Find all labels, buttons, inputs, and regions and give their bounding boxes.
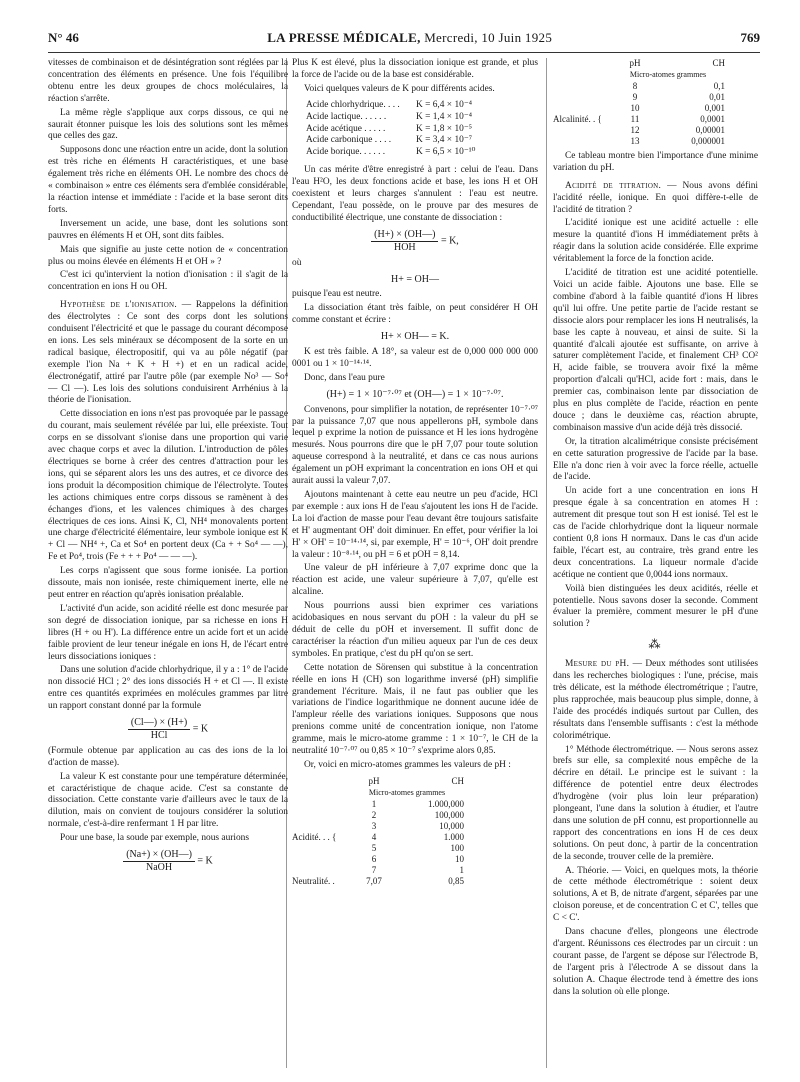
ph-value: 9: [632, 91, 638, 102]
paragraph: Nous pourrions aussi bien exprimer ces variations acidobasiques en nous servant du pOH : la valeur du pH se déduit de celle du pOH et inversement. Il suffit donc de caractériser la réaction d'un milieu aqueux par l'un de ces deux symboles. En pratique, c'est du pH qu'on se sert.: [292, 601, 538, 659]
ph-table-acidity: [292, 776, 538, 887]
paragraph: Or, la titration alcalimétrique consiste précisément en cette saturation progressive de l'acide par la base. Elle n'a donc rien à voir avec la force réelle, actuelle de l'acide.: [553, 436, 758, 483]
acid-name: Acide carbonique . . . .: [306, 135, 392, 146]
table-row: [292, 854, 538, 865]
table-row: [292, 876, 538, 887]
group-label: Neutralité. .: [292, 875, 335, 886]
ph-value: 5: [371, 842, 377, 853]
table-row: [553, 103, 758, 114]
journal-name: LA PRESSE MÉDICALE,: [267, 30, 421, 45]
table-row: [306, 112, 538, 124]
paragraph: Un cas mérite d'être enregistré à part : celui de l'eau. Dans l'eau H²O, les deux fonctions acide et base, les ions H et OH coexistent et leurs charges s'annulent : l'eau est neutre. Cependant, l'eau possède, on le prouve par des mesures de conductibilité électrique, une constante de dissociation :: [292, 165, 538, 223]
ph-value: 8: [632, 80, 638, 91]
ch-value: 10,000: [439, 820, 464, 831]
issue-number: N° 46: [48, 30, 79, 45]
paragraph: Plus K est élevé, plus la dissociation ionique est grande, et plus la force de l'acide ou de la base est considérable.: [292, 58, 538, 80]
ph-value: 11: [630, 113, 640, 124]
acid-name: Acide chlorhydrique. . . .: [306, 99, 400, 110]
column-3: [553, 58, 758, 1070]
table-row: [292, 799, 538, 810]
ch-value: 100,000: [434, 809, 464, 820]
table-row: [306, 124, 538, 136]
table-row: [553, 136, 758, 147]
acid-name: Acide acétique . . . . .: [306, 123, 386, 134]
acid-k: K = 1,4 × 10⁻⁴: [416, 111, 473, 122]
paragraph: L'activité d'un acide, son acidité réelle est donc mesurée par son degré de dissociation ionique, par sa richesse en ions H libres (H + ou H'). La différence entre un acide fort et un acide faible provient de leur teneur inégale en ions H, de l'écart entre leurs dissociations ioniques :: [48, 603, 288, 662]
table-row: [292, 865, 538, 876]
formula-pure-water: (H+) = 1 × 10⁻⁷·⁰⁷ et (OH—) = 1 × 10⁻⁷·⁰⁷.: [326, 388, 504, 400]
formula-ion-product: H+ × OH— = K.: [380, 331, 450, 343]
paragraph: Voici quelques valeurs de K pour différents acides.: [304, 83, 495, 94]
ph-value: 6: [371, 853, 377, 864]
table-row: [292, 821, 538, 832]
column-subheader: Micro-atomes grammes: [368, 787, 446, 797]
acid-k: K = 6,5 × 10⁻¹⁰: [416, 147, 476, 158]
paragraph: Cette notation de Sörensen qui substitue à la concentration réelle en ions H (CH) son logarithme inversé (pH) simplifie grandement l'écriture. Mais, il ne faut pas oublier que les variations de l'indice logarithmique ne donnent aucune idée de l'ampleur réelle des variations ioniques. Supposons que nous prenions comme unité de concentration ionique, non l'atome gramme, mais le micro-atome gramme : 1 × 10⁻⁷, le CH de la neutralité 10⁻⁷·⁰⁷ ou 0,85 × 10⁻⁷ s'exprime alors 0,85.: [292, 662, 538, 757]
table-row: [553, 81, 758, 92]
paragraph: puisque l'eau est neutre.: [292, 289, 382, 300]
paragraph: K est très faible. A 18°, sa valeur est de 0,000 000 000 000 0001 ou 1 × 10⁻¹⁴·¹⁴.: [292, 347, 538, 369]
paragraph: C'est ici qu'intervient la notion d'ionisation : il s'agit de la concentration en ions H ou OH.: [48, 270, 288, 293]
ph-value: 4: [371, 831, 377, 842]
formula-denominator: HCl: [150, 729, 168, 741]
paragraph: La dissociation étant très faible, on peut considérer H OH comme constant et écrire :: [292, 303, 538, 326]
paragraph: Inversement un acide, une base, dont les solutions sont pauvres en éléments H et OH, sont dits faibles.: [48, 218, 288, 241]
paragraph: Un acide fort a une concentration en ions H presque égale à sa concentration en atomes H : autrement dit presque tout son H est ionisé. Tel est le cas de l'acide chlorhydrique dont la liqueur normale contient 0,8 ions H normaux. Dans le cas d'un acide faible, l'écart est, au contraire, très grand entre les deux concentrations. La liqueur normale d'acide acétique ne contient que 0,0044 ions normaux.: [553, 486, 758, 580]
formula-neutral: H+ = OH—: [391, 273, 439, 285]
acid-name: Acide lactique. . . . . .: [306, 111, 387, 122]
group-label: Acidité. . . {: [292, 831, 337, 842]
formula-acid-dissociation: [48, 717, 288, 742]
column-header-ph: pH: [368, 775, 380, 786]
k-values-table: [306, 100, 538, 160]
journal-title: [267, 30, 552, 46]
column-header-ch: CH: [451, 775, 464, 786]
table-row: [292, 832, 538, 843]
paragraph: [48, 300, 288, 407]
table-row: [292, 843, 538, 854]
paragraph: Cette dissociation en ions n'est pas provoquée par le passage du courant, mais seulement révélée par lui, elle préexiste. Tout corps en se dissolvant s'ionise dans une proportion qui varie avec chaque corps et avec la dilution. L'introduction de pôles électriques se borne à créer des centres d'attraction pour les ions, qui se séparent alors les uns des autres, et ce divorce des ions produit la décomposition chimique de l'électrolyte. Toutes les actions chimiques entre corps dissous se ramènent à des échanges d'ions, et les valences chimiques à des charges électriques de ces ions. Ainsi K, Cl, NH⁴ monovalents portent une charge d'électricité élémentaire, leur symbole ionique est K + Cl — NH⁴ +, Ca et So⁴ en portent deux (Ca + + So⁴ — —), Fe et Po⁴, trois (Fe + + + Po⁴ — — —).: [48, 409, 288, 563]
table-row: [306, 147, 538, 159]
acid-name: Acide borique. . . . . .: [306, 147, 386, 158]
section-separator: ⁂: [648, 637, 663, 652]
paragraph: Or, voici en micro-atomes grammes les valeurs de pH :: [304, 759, 511, 770]
paragraph-text: — Nous avons défini l'acidité réelle, ionique. En quoi diffère-t-elle de l'acidité de titration ?: [553, 180, 758, 215]
paragraph: Ce tableau montre bien l'importance d'une minime variation du pH.: [553, 150, 758, 173]
formula-denominator: HOH: [393, 241, 416, 253]
ch-value: 0,00001: [695, 124, 725, 135]
ch-value: 0,85: [448, 875, 464, 886]
paragraph: Supposons donc une réaction entre un acide, dont la solution est très riche en éléments H caractéristiques, et une base également très riche en éléments OH. Le nombre des chocs de « combinaison » entre ces éléments sera d'emblée considérable, la réaction intense et immédiate : l'acide et la base seront dits forts.: [48, 145, 288, 215]
header-rule: [48, 52, 760, 53]
paragraph: Les corps n'agissent que sous forme ionisée. La portion dissoute, mais non ionisée, reste chimiquement inerte, elle ne peut entrer en réaction qu'après ionisation préalable.: [48, 566, 288, 600]
ch-value: 0,1: [713, 80, 725, 91]
page-header: [48, 30, 760, 52]
column-1: [48, 58, 288, 1070]
ch-value: 0,000001: [691, 135, 725, 146]
acid-k: K = 3,4 × 10⁻⁷: [416, 135, 473, 146]
ph-value: 2: [371, 809, 377, 820]
table-row: [553, 125, 758, 136]
ch-value: 1.000,000: [428, 798, 464, 809]
ph-value: 10: [630, 102, 640, 113]
ph-table-alkalinity: [553, 58, 758, 147]
paragraph: Dans chacune d'elles, plongeons une électrode d'argent. Réunissons ces électrodes par un circuit : un courant passe, de l'argent se dépose sur l'électrode B, de l'argent pris à l'électrode A se dissout dans la solution A. Chaque électrode tend à émettre des ions dans la solution où elle plonge.: [553, 927, 758, 997]
paragraph: (Formule obtenue par application au cas des ions de la loi d'action de masse).: [48, 745, 288, 768]
paragraph: Donc, dans l'eau pure: [304, 372, 385, 383]
formula-denominator: NaOH: [146, 862, 173, 873]
formula-numerator: (Cl—) × (H+): [128, 717, 190, 730]
paragraph: A. Théorie. — Voici, en quelques mots, la théorie de cette méthode électrométrique : soient deux solutions, A et B, de nitrate d'argent, séparées par une cloison poreuse, et de concentration C et C', telles que C < C'.: [553, 865, 758, 924]
paragraph: La même règle s'applique aux corps dissous, ce qui ne saurait étonner puisque les lois des solutions sont les mêmes que celles des gaz.: [48, 107, 288, 142]
paragraph-text: — Deux méthodes sont utilisées dans les recherches biologiques : l'une, précise, mais très délicate, est la méthode électrométrique ; l'autre, plus rapprochée, mais beaucoup plus simple, donne, à l'aide des procédés indiqués surtout par Cullen, des résultats dans l'ensemble suffisants : c'est la méthode colorimétrique.: [553, 659, 758, 741]
formula-numerator: (Na+) × (OH—): [123, 849, 195, 862]
ch-value: 1.000: [443, 831, 464, 842]
section-heading: Hypothèse de l'ionisation.: [60, 300, 178, 311]
table-header: [553, 58, 758, 69]
paragraph: Pour une base, la soude par exemple, nous aurions: [60, 833, 250, 844]
table-header: [292, 776, 538, 787]
table-row: [553, 114, 758, 125]
paragraph: Voilà bien distinguées les deux acidités, réelle et potentielle. Nous savons doser la seconde. Comment évaluer la première, comment mesurer le pH d'une solution ?: [553, 583, 758, 630]
paragraph: Convenons, pour simplifier la notation, de représenter 10⁻⁷·⁰⁷ par la puissance 7,07 que nous appellerons pH, symbole dans lequel p exprime la notion de puissance et H les ions hydrogène mesurés. Nous pourrons dire que le pH 7,07 pour toute solution aqueuse correspond à la neutralité, et dans ce cas nous aurions également un pOH exprimant la concentration en ions OH et qui aurait aussi la valeur 7,07.: [292, 404, 538, 487]
table-row: [553, 92, 758, 103]
paragraph: Une valeur de pH inférieure à 7,07 exprime donc que la réaction est acide, une valeur supérieure à 7,07, qu'elle est alcaline.: [292, 563, 538, 598]
formula-rhs: = K: [192, 723, 209, 735]
paragraph: L'acidité de titration est une acidité potentielle. Voici un acide faible. Ajoutons une base. Elle se combine d'abord à la faible quantité d'ions H libres qu'il lui offre. Une petite partie de l'acide restant se dissocie alors pour remplacer les ions H neutralisés, la base les capte à nouveau, et ainsi de suite. Si la quantité d'alcali ajoutée est suffisante, on arrive à saturer complètement l'acide, et finalement CH³ CO² H, acide faible, se trouvera avoir fixé la même proportion d'alcali qu'HCl, acide fort : mais, dans le premier cas, combinaison lente par dissociation de plus en plus complète de l'acide, réaction en pente douce ; dans le deuxième cas, réaction abrupte, combinaison massive d'un acide déjà très dissocié.: [553, 268, 758, 433]
ch-value: 10: [455, 853, 464, 864]
ph-value: 12: [630, 124, 640, 135]
column-header-ph: pH: [629, 58, 641, 68]
paragraph: Dans une solution d'acide chlorhydrique, il y a : 1° de l'acide non dissocié HCl ; 2° des ions dissociés H + et Cl —. Il existe entre ces quantités exprimées en molécules grammes par litre un rapport constant donné par la formule: [48, 665, 288, 712]
table-row: [306, 135, 538, 147]
ch-value: 0,0001: [700, 113, 725, 124]
paragraph: [553, 181, 758, 217]
group-label: Alcalinité. . {: [553, 113, 602, 124]
ph-value: 1: [371, 798, 377, 809]
ph-value: 13: [630, 135, 640, 146]
formula-rhs: = K,: [440, 235, 459, 247]
paragraph: [553, 659, 758, 742]
table-row: [292, 810, 538, 821]
section-heading: Acidité de titration.: [565, 180, 662, 191]
paragraph-text: — Rappelons la définition des électrolytes : Ce sont des corps dont les solutions conduisent l'électricité et que le passage du courant décompose en ions. Les sels minéraux se décomposent de la sorte en un radical basique, électropositif, qui va au pôle négatif (par exemple l'ion Na + K + H +) et en un radical acide, électronégatif, attiré par l'autre pôle (par exemple No³ — So⁴ — Cl —). Les lois des solutions conduisirent Arrhénius à la théorie de l'ionisation.: [48, 300, 288, 406]
acid-k: K = 6,4 × 10⁻⁴: [416, 99, 473, 110]
ch-value: 0,01: [709, 91, 725, 102]
paragraph: Ajoutons maintenant à cette eau neutre un peu d'acide, HCl par exemple : aux ions H de l'eau s'ajoutent les ions H de l'acide. La loi d'action de masse pour l'eau devant être toujours satisfaite et H' augmentant OH' doit diminuer. En effet, pour vérifier la loi H' × OH' = 10⁻¹⁴·¹⁴, si, par exemple, H' = 10⁻⁶, OH' doit prendre la valeur : 10⁻⁸·¹⁴, ou pH = 6 et pOH = 8,14.: [292, 490, 538, 560]
formula-water-dissociation: [292, 229, 538, 254]
issue-date: Mercredi, 10 Juin 1925: [424, 30, 553, 45]
formula-base-dissociation: [48, 849, 288, 874]
paragraph: vitesses de combinaison et de désintégration sont réglées par la concentration des éléments en présence. Une fois l'équilibre obtenu entre les deux groupes de chocs moléculaires, la réaction s'arrête.: [48, 58, 288, 104]
ch-value: 0,001: [704, 102, 725, 113]
paragraph: Mais que signifie au juste cette notion de « concentration plus ou moins élevée en éléments H et OH » ?: [48, 244, 288, 267]
formula-numerator: (H+) × (OH—): [371, 229, 438, 242]
paragraph: L'acidité ionique est une acidité actuelle : elle mesure la quantité d'ions H immédiatement prêts à réagir dans la solution acide considérée. Elle exprime véritablement la force de la fonction acide.: [553, 218, 758, 265]
column-divider: [546, 58, 547, 1068]
ph-value: 7,07: [366, 875, 382, 886]
page-number: 769: [740, 30, 760, 45]
paragraph: La valeur K est constante pour une température déterminée, et caractéristique de chaque acide. C'est sa constante de dissociation. Cette constante varie d'ailleurs avec le taux de la dilution, mais on convient de toujours considérer la solution normale, c'est-à-dire renfermant 1 H par litre.: [48, 771, 288, 830]
section-heading: Mesure du pH.: [565, 659, 630, 670]
ph-value: 3: [371, 820, 377, 831]
ph-value: 7: [371, 864, 377, 875]
paragraph: où: [292, 257, 302, 268]
table-row: [306, 100, 538, 112]
column-2: [292, 58, 538, 1070]
ch-value: 1: [459, 864, 464, 875]
paragraph: 1° Méthode électrométrique. — Nous serons assez brefs sur elle, sa complexité nous empêche de la décrire en détail. Le principe est le suivant : la différence de potentiel entre deux électrodes d'hydrogène (voir plus loin leur préparation) plongeant, l'une dans la solution à étudier, et l'autre dans une solution de pH connu, est proportionnelle au rapport des concentrations en ions H de ces deux solutions. On peut donc, à partir de la concentration de la seconde, trouver celle de la première.: [553, 744, 758, 862]
column-subheader: Micro-atomes grammes: [629, 70, 707, 79]
formula-rhs: = K: [197, 855, 213, 867]
acid-k: K = 1,8 × 10⁻⁵: [416, 123, 473, 134]
column-header-ch: CH: [712, 58, 725, 68]
ch-value: 100: [450, 842, 464, 853]
